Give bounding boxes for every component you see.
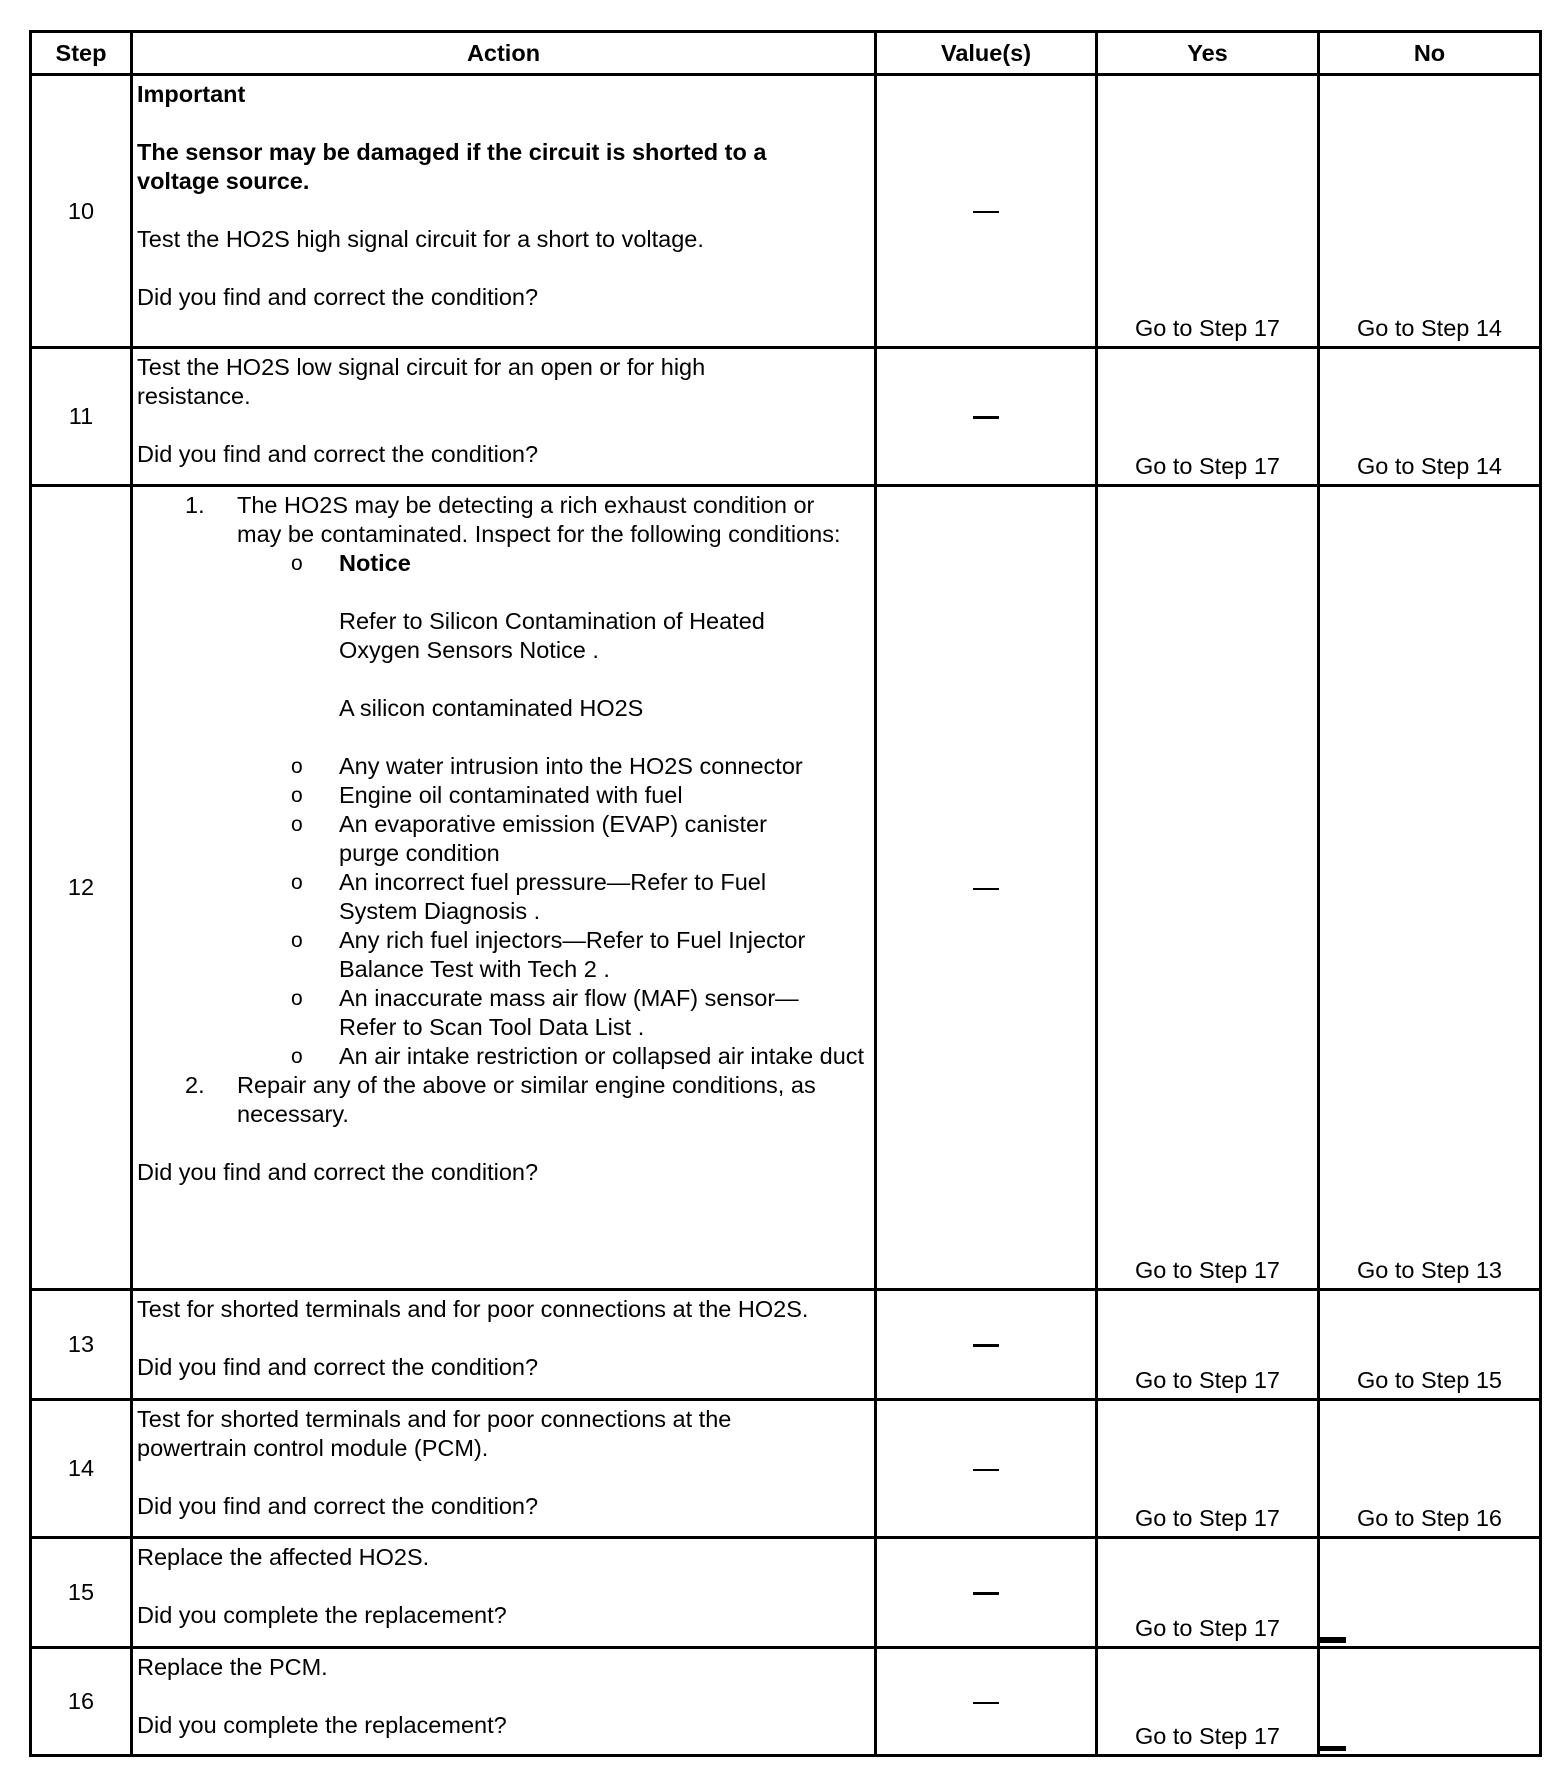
no-text [1320, 1746, 1539, 1754]
yes-text: Go to Step 17 [1134, 1505, 1281, 1531]
step-number: 13 [31, 1290, 132, 1400]
bullet-marker: o [291, 552, 303, 575]
question-text: Did you find and correct the condition? [137, 284, 539, 310]
bullet-marker: o [291, 813, 303, 836]
bullet-text: Engine oil contaminated with fuel [339, 782, 683, 808]
yes-cell [1097, 1648, 1319, 1756]
bullet-marker: o [291, 1045, 303, 1068]
question-text: Did you complete the replacement? [137, 1602, 507, 1628]
no-cell [1319, 1290, 1541, 1400]
yes-cell [1097, 1400, 1319, 1538]
no-dash [1320, 1637, 1346, 1643]
value-dash [973, 1469, 999, 1471]
header-step: Step [31, 32, 132, 75]
yes-text: Go to Step 17 [1134, 1723, 1281, 1749]
step-number: 12 [31, 486, 132, 1290]
action-text: Replace the PCM. [137, 1654, 328, 1680]
item-number: 1. [185, 492, 205, 518]
no-text: Go to Step 16 [1356, 1505, 1503, 1531]
yes-cell [1097, 1538, 1319, 1648]
bullet-item [137, 868, 870, 926]
bullet-item [137, 810, 870, 868]
no-cell [1319, 348, 1541, 486]
value-cell [876, 486, 1097, 1290]
no-text [1320, 1637, 1539, 1646]
question-text: Did you find and correct the condition? [137, 1159, 539, 1185]
step-number: 11 [31, 348, 132, 486]
no-text: Go to Step 15 [1356, 1367, 1503, 1393]
header-values: Value(s) [876, 32, 1097, 75]
value-dash [973, 1702, 999, 1704]
question-text: Did you find and correct the condition? [137, 1493, 539, 1519]
yes-text: Go to Step 17 [1134, 1257, 1281, 1283]
action-cell [132, 1290, 876, 1400]
no-cell [1319, 75, 1541, 348]
value-dash [973, 1592, 999, 1595]
value-dash [973, 416, 999, 419]
important-label: Important [137, 81, 246, 107]
important-text: The sensor may be damaged if the circuit is shorted to a voltage source. [137, 139, 767, 194]
question-text: Did you find and correct the condition? [137, 1354, 539, 1380]
no-cell [1319, 1648, 1541, 1756]
bullet-text: An inaccurate mass air flow (MAF) sensor—Refer to Scan Tool Data List . [339, 985, 799, 1040]
no-text: Go to Step 14 [1356, 453, 1503, 479]
bullet-marker: o [291, 987, 303, 1010]
step-number: 14 [31, 1400, 132, 1538]
yes-cell [1097, 75, 1319, 348]
no-cell [1319, 486, 1541, 1290]
value-cell [876, 1290, 1097, 1400]
action-text: Test for shorted terminals and for poor connections at the powertrain control module (PCM). [137, 1406, 732, 1461]
bullet-text: An air intake restriction or collapsed air intake duct [339, 1043, 865, 1069]
step-number: 16 [31, 1648, 132, 1756]
value-cell [876, 1400, 1097, 1538]
header-yes: Yes [1097, 32, 1319, 75]
action-cell [132, 1648, 876, 1756]
header-no: No [1319, 32, 1541, 75]
bullet-item [137, 549, 870, 578]
question-text: Did you complete the replacement? [137, 1712, 507, 1738]
action-cell [132, 348, 876, 486]
yes-text: Go to Step 17 [1134, 1367, 1281, 1393]
diagnostic-table [29, 30, 1542, 1757]
header-row [31, 32, 1541, 75]
action-text: Test the HO2S low signal circuit for an open or for high resistance. [137, 354, 706, 409]
bullet-marker: o [291, 784, 303, 807]
bullet-text: Any water intrusion into the HO2S connector [339, 753, 803, 779]
yes-text: Go to Step 17 [1134, 315, 1281, 341]
action-cell [132, 1538, 876, 1648]
value-dash [973, 211, 999, 213]
bullet-item [137, 984, 870, 1042]
step-number: 10 [31, 75, 132, 348]
bullet-marker: o [291, 929, 303, 952]
yes-text: Go to Step 17 [1134, 1615, 1281, 1641]
table-row [31, 1400, 1541, 1538]
yes-text: Go to Step 17 [1134, 453, 1281, 479]
value-cell [876, 1538, 1097, 1648]
notice-item: A silicon contaminated HO2S [339, 695, 644, 721]
action-text: Replace the affected HO2S. [137, 1544, 430, 1570]
bullet-text: An incorrect fuel pressure—Refer to Fuel System Diagnosis . [339, 869, 767, 924]
bullet-item [137, 926, 870, 984]
table-row [31, 75, 1541, 348]
item-text: Repair any of the above or similar engine conditions, as necessary. [237, 1072, 816, 1127]
table-row [31, 486, 1541, 1290]
step-number: 15 [31, 1538, 132, 1648]
table-row [31, 1290, 1541, 1400]
item-text: The HO2S may be detecting a rich exhaust condition or may be contaminated. Inspect for the following conditions: [237, 492, 841, 547]
question-text: Did you find and correct the condition? [137, 441, 539, 467]
bullet-text: Any rich fuel injectors—Refer to Fuel Injector Balance Test with Tech 2 . [339, 927, 806, 982]
bullet-item [137, 781, 870, 810]
value-cell [876, 75, 1097, 348]
header-action: Action [132, 32, 876, 75]
no-text: Go to Step 14 [1356, 315, 1503, 341]
action-text: Test for shorted terminals and for poor connections at the HO2S. [137, 1296, 809, 1322]
value-dash [973, 1344, 999, 1347]
no-cell [1319, 1400, 1541, 1538]
table-row [31, 1648, 1541, 1756]
bullet-marker: o [291, 871, 303, 894]
no-dash [1320, 1746, 1346, 1751]
yes-cell [1097, 348, 1319, 486]
numbered-item [137, 491, 870, 549]
bullet-marker: o [291, 755, 303, 778]
notice-label: Notice [339, 550, 411, 576]
bullet-item [137, 1042, 870, 1071]
value-cell [876, 348, 1097, 486]
no-text: Go to Step 13 [1356, 1257, 1503, 1283]
action-cell [132, 75, 876, 348]
bullet-item [137, 752, 870, 781]
value-dash [973, 888, 999, 890]
item-number: 2. [185, 1072, 205, 1098]
yes-cell [1097, 1290, 1319, 1400]
notice-text: Refer to Silicon Contamination of Heated Oxygen Sensors Notice . [339, 608, 765, 663]
action-text: Test the HO2S high signal circuit for a short to voltage. [137, 226, 704, 252]
value-cell [876, 1648, 1097, 1756]
yes-cell [1097, 486, 1319, 1290]
no-cell [1319, 1538, 1541, 1648]
bullet-text: An evaporative emission (EVAP) canister purge condition [339, 811, 767, 866]
table-row [31, 1538, 1541, 1648]
action-cell [132, 1400, 876, 1538]
action-cell [132, 486, 876, 1290]
table-row [31, 348, 1541, 486]
numbered-item [137, 1071, 870, 1129]
